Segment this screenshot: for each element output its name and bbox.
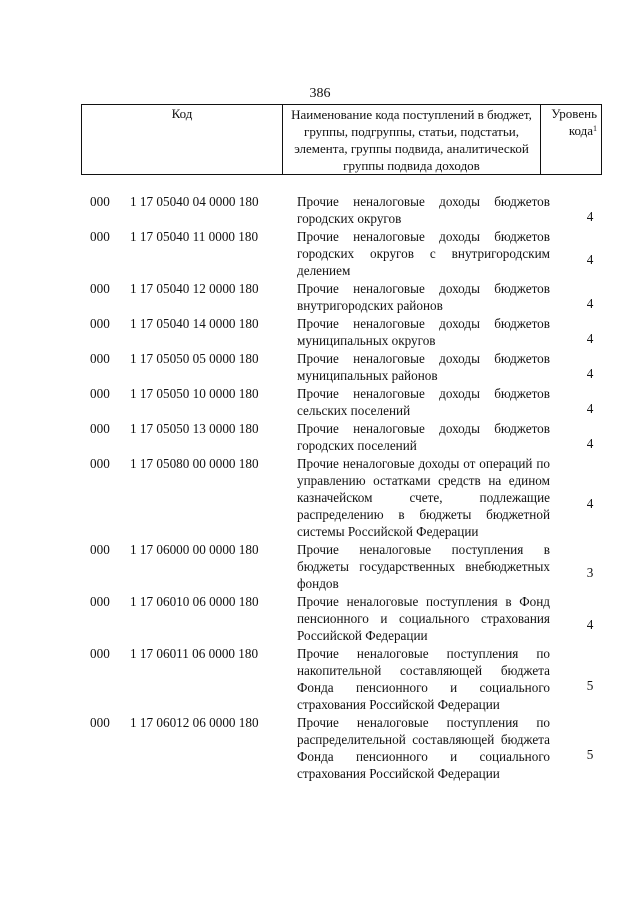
admin-code: 000 (90, 229, 110, 244)
code-level-value: 3 (586, 565, 594, 580)
code-level (574, 455, 606, 540)
table-row (0, 315, 640, 349)
income-code: 1 17 05040 12 0000 180 (130, 281, 259, 296)
code-level-value: 5 (586, 677, 594, 693)
footnote-marker: 1 (593, 124, 597, 133)
code-level-value: 5 (586, 746, 594, 762)
income-name: Прочие неналоговые поступления в Фонд пенсионного и социального страхования Российской Федерации (297, 594, 550, 643)
table-row (0, 228, 640, 279)
income-name: Прочие неналоговые поступления по накопительной составляющей бюджета Фонда пенсионного и социального страхования Российской Федерации (297, 646, 550, 712)
admin-code: 000 (90, 646, 110, 661)
table-row (0, 280, 640, 314)
admin-code: 000 (90, 715, 110, 730)
code-level (574, 315, 606, 349)
income-name: Прочие неналоговые доходы бюджетов городских поселений (297, 421, 550, 453)
income-code: 1 17 05040 14 0000 180 (130, 316, 259, 331)
admin-code: 000 (90, 316, 110, 331)
income-code: 1 17 05050 05 0000 180 (130, 351, 259, 366)
page-number: 386 (309, 86, 331, 101)
income-name: Прочие неналоговые доходы бюджетов городских округов с внутригородским делением (297, 229, 550, 278)
code-level (574, 385, 606, 419)
admin-code: 000 (90, 594, 110, 609)
code-level-value: 4 (586, 295, 594, 311)
table-row (0, 645, 640, 713)
code-level (574, 350, 606, 384)
income-name: Прочие неналоговые доходы бюджетов внутригородских районов (297, 281, 550, 313)
table-row (0, 541, 640, 592)
income-code: 1 17 06010 06 0000 180 (130, 594, 259, 609)
table-row (0, 385, 640, 419)
admin-code: 000 (90, 421, 110, 436)
admin-code: 000 (90, 281, 110, 296)
code-level (574, 193, 606, 227)
code-level (574, 593, 606, 644)
income-name: Прочие неналоговые доходы бюджетов сельских поселений (297, 386, 550, 418)
income-code: 1 17 06011 06 0000 180 (130, 646, 259, 661)
code-level-value: 4 (586, 330, 594, 346)
income-code: 1 17 05050 10 0000 180 (130, 386, 259, 401)
table-row (0, 420, 640, 454)
table-body (0, 193, 640, 783)
income-code: 1 17 06000 00 0000 180 (130, 542, 259, 557)
admin-code: 000 (90, 351, 110, 366)
header-name (283, 105, 541, 175)
code-level-value: 4 (586, 496, 594, 511)
income-name: Прочие неналоговые доходы бюджетов муниципальных районов (297, 351, 550, 383)
code-level (574, 541, 606, 592)
income-name: Прочие неналоговые доходы бюджетов городских округов (297, 194, 550, 226)
income-code: 1 17 05050 13 0000 180 (130, 421, 259, 436)
income-code: 1 17 05040 04 0000 180 (130, 194, 259, 209)
admin-code: 000 (90, 542, 110, 557)
header-level (541, 105, 602, 175)
table-header (81, 104, 602, 175)
code-level (574, 714, 606, 782)
admin-code: 000 (90, 456, 110, 471)
code-level (574, 280, 606, 314)
code-level (574, 645, 606, 713)
code-level-value: 4 (586, 617, 594, 632)
header-name-label: Наименование кода поступлений в бюджет, группы, подгруппы, статьи, подстатьи, элемента, группы подвида, аналитической группы подвида доходов (291, 107, 532, 173)
admin-code: 000 (90, 194, 110, 209)
table-row (0, 714, 640, 782)
header-code-label: Код (171, 106, 193, 121)
table-row (0, 455, 640, 540)
code-level (574, 420, 606, 454)
table-row (0, 350, 640, 384)
income-code: 1 17 05040 11 0000 180 (130, 229, 259, 244)
code-level-value: 4 (586, 435, 594, 451)
header-code (82, 105, 283, 175)
header-level-label: Уровень кода (551, 106, 597, 138)
admin-code: 000 (90, 386, 110, 401)
table-row (0, 193, 640, 227)
income-name: Прочие неналоговые доходы бюджетов муниципальных округов (297, 316, 550, 348)
table-row (0, 593, 640, 644)
code-level-value: 4 (586, 400, 594, 416)
code-level-value: 4 (586, 208, 594, 224)
income-code: 1 17 06012 06 0000 180 (130, 715, 259, 730)
income-name: Прочие неналоговые поступления в бюджеты государственных внебюджетных фондов (297, 542, 550, 591)
income-code: 1 17 05080 00 0000 180 (130, 456, 259, 471)
code-level-value: 4 (586, 365, 594, 381)
code-level-value: 4 (586, 252, 594, 267)
income-name: Прочие неналоговые доходы от операций по управлению остатками средств на едином казначейском счете, подлежащие распределению в бюджеты бюджетной системы Российской Федерации (297, 456, 550, 539)
code-level (574, 228, 606, 279)
income-name: Прочие неналоговые поступления по распределительной составляющей бюджета Фонда пенсионного и социального страхования Российской Федерации (297, 715, 550, 781)
